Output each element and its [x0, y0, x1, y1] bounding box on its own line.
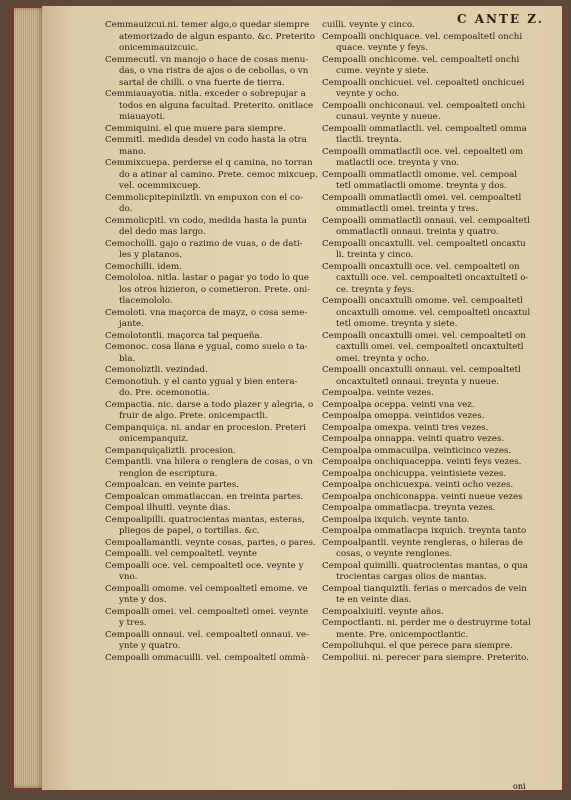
- entry-continuation: renglon de escriptura.: [119, 468, 218, 479]
- entry-continuation: miauayoti.: [119, 112, 166, 122]
- dictionary-entry: [322, 239, 562, 262]
- entry-headline: Cemmitl. medida desdel vn codo hasta la otra: [105, 135, 307, 145]
- entry-continuation: jante.: [119, 319, 144, 329]
- entry-continuation: li. treinta y cinco.: [336, 250, 414, 260]
- entry-continuation: los otros hizieron, o cometieron. Prete. oni-: [119, 284, 311, 295]
- dictionary-entry: [105, 538, 345, 550]
- dictionary-entry: [105, 331, 345, 343]
- dictionary-entry: [322, 538, 562, 561]
- entry-headline: Cempoalli oce. vel. cempoaltetl oce. veynte y: [105, 560, 304, 571]
- entry-headline: Cemmixcuepa. perderse el q camina, no torran: [105, 158, 313, 168]
- entry-continuation: ynte y dos.: [119, 595, 167, 605]
- dictionary-entry: [322, 423, 562, 435]
- entry-continuation: mano.: [119, 146, 146, 157]
- entry-headline: Cempoalpa ommatlacpa. treynta vezes.: [322, 503, 496, 513]
- dictionary-entry: [105, 607, 345, 630]
- entry-continuation: caxtulli omei. vel. cempoaltetl oncaxtultetl: [336, 342, 524, 352]
- entry-headline: Cempoal quimilli. quatrocientas mantas, o qua: [322, 560, 528, 571]
- entry-headline: Cemocholli. gajo o razimo de vuas, o de dati-: [105, 238, 303, 249]
- dictionary-entry: [105, 561, 345, 584]
- entry-continuation: tetl omome. treynta y siete.: [336, 319, 458, 329]
- entry-headline: Cempoalpa ixquich. veynte tanto.: [322, 514, 470, 525]
- dictionary-entry: [105, 653, 345, 665]
- entry-headline: Cempoalli omome. vel cempoaltetl emome. ve: [105, 583, 308, 594]
- entry-headline: Cemonotiuh. y el canto ygual y bien entera-: [105, 376, 298, 387]
- dictionary-entry: [105, 492, 345, 504]
- running-header: C ANTE Z.: [457, 12, 544, 26]
- entry-continuation: veynte y ocho.: [336, 89, 400, 99]
- entry-headline: Cempanquiçaliztli. procesion.: [105, 445, 236, 456]
- dictionary-entry: [322, 607, 562, 619]
- entry-headline: Cempoalpa onchiquaceppa. veinti feys vezes.: [322, 457, 522, 467]
- right-column: [322, 20, 562, 664]
- entry-headline: Cempoalpa omoppa. veintidos vezes.: [322, 411, 485, 421]
- entry-continuation: bla.: [119, 353, 136, 364]
- dictionary-entry: [322, 32, 562, 55]
- dictionary-entry: [322, 641, 562, 653]
- entry-continuation: matlactli oce. treynta y vno.: [336, 158, 460, 168]
- entry-headline: Cempoalli onnaui. vel. cempoaltetl onnaui. ve-: [105, 629, 310, 640]
- entry-headline: Cempoliuhqui. el que perece para siempre.: [322, 641, 513, 651]
- entry-continuation: do. Pre. ocemonotia.: [119, 388, 210, 398]
- dictionary-entry: [322, 365, 562, 388]
- entry-headline: Cempoctlanti. ni. perder me o destruyrme total: [322, 618, 531, 628]
- entry-continuation: tetl ommatlactli omome. treynta y dos.: [336, 181, 507, 191]
- entry-headline: Cempoalli. vel cempoaltetl. veynte: [105, 549, 258, 559]
- entry-headline: Cempoalli oncaxtulli oce. vel. cempoaltetl on: [322, 261, 520, 272]
- entry-headline: Cempoalpa omexpa. veinti tres vezes.: [322, 422, 489, 433]
- dictionary-entry: [105, 342, 345, 365]
- entry-headline: Cempoalli oncaxtulli omei. vel. cempoaltetl on: [322, 330, 526, 341]
- dictionary-entry: [322, 469, 562, 481]
- dictionary-entry: [322, 618, 562, 641]
- entry-continuation: do a atinar al camino. Prete. cemoc mixcuep.: [119, 169, 318, 180]
- entry-headline: Cempactia. nic. darse a todo plazer y alegria, o: [105, 399, 314, 410]
- dictionary-entry: [105, 515, 345, 538]
- entry-headline: Cempoal ilhuitl. veynte dias.: [105, 503, 231, 513]
- dictionary-entry: [322, 653, 562, 665]
- entry-headline: Cemololoa. nitla. lastar o pagar yo todo lo que: [105, 273, 309, 283]
- entry-continuation: fruir de algo. Prete. onicempactli.: [119, 411, 268, 421]
- dictionary-entry: [105, 273, 345, 308]
- entry-headline: Cempoalli ommatlactli onnaui. vel. cempoaltetl: [322, 215, 530, 226]
- dictionary-entry: [105, 480, 345, 492]
- dictionary-entry: [322, 296, 562, 331]
- entry-continuation: cunaui. veynte y nueue.: [336, 112, 441, 122]
- left-column: [105, 20, 345, 664]
- entry-headline: Cempoalpa ommatlacpa ixquich. treynta tanto: [322, 526, 527, 536]
- entry-headline: Cempoalcan ommatlaccan. en treinta partes.: [105, 491, 304, 502]
- dictionary-entry: [105, 193, 345, 216]
- entry-continuation: cosas, o veynte renglones.: [336, 549, 453, 559]
- dictionary-entry: [322, 20, 562, 32]
- entry-continuation: cume. veynte y siete.: [336, 66, 429, 76]
- entry-headline: Cemonoliztli. vezindad.: [105, 365, 208, 375]
- entry-headline: Cempanquiça. ni. andar en procesion. Preteri: [105, 422, 306, 433]
- entry-continuation: les y platanos.: [119, 250, 183, 260]
- entry-headline: Cempoalli omei. vel. cempoaltetl omei. veynte: [105, 606, 309, 617]
- dictionary-entry: [322, 331, 562, 366]
- dictionary-entry: [105, 262, 345, 274]
- entry-headline: Cempoalpa onchicuexpa. veinti ocho vezes.: [322, 480, 514, 490]
- dictionary-entry: [105, 457, 345, 480]
- entry-continuation: ynte y quatro.: [119, 641, 181, 651]
- entry-headline: Cempoalli ommatlactli omei. vel. cempoaltetl: [322, 192, 522, 203]
- dictionary-entry: [105, 124, 345, 136]
- page-edges: [14, 8, 44, 788]
- catchword: oni: [513, 782, 526, 791]
- dictionary-entry: [322, 503, 562, 515]
- entry-continuation: quace. veynte y feys.: [336, 43, 428, 53]
- dictionary-entry: [105, 55, 345, 90]
- dictionary-entry: [322, 446, 562, 458]
- entry-headline: Cempoalli onchiconaui. vel. cempoaltetl onchi: [322, 100, 525, 111]
- dictionary-entry: [322, 492, 562, 504]
- dictionary-entry: [322, 400, 562, 412]
- entry-continuation: vel. ocemmixcuep.: [119, 181, 201, 191]
- dictionary-entry: [322, 147, 562, 170]
- entry-continuation: omei. treynta y ocho.: [336, 353, 429, 364]
- dictionary-entry: [322, 526, 562, 538]
- dictionary-entry: [105, 20, 345, 55]
- dictionary-entry: [105, 239, 345, 262]
- entry-continuation: trocientas cargas olios de mantas.: [336, 572, 487, 582]
- entry-headline: Cempoalpa oceppa. veinti vna vez.: [322, 399, 475, 410]
- dictionary-entry: [105, 630, 345, 653]
- entry-headline: Cemonoc. cosa llana e ygual, como suelo o ta-: [105, 342, 308, 352]
- dictionary-entry: [105, 158, 345, 193]
- dictionary-entry: [322, 170, 562, 193]
- entry-headline: Cemmolicpitl. vn codo, medida hasta la punta: [105, 215, 307, 226]
- entry-headline: Cempoalli ommatlactli omome. vel. cempoal: [322, 169, 518, 180]
- dictionary-entry: [322, 262, 562, 297]
- dictionary-entry: [105, 400, 345, 423]
- entry-headline: Cempoalli onchicuei. vel. cepoaltetl onchicuei: [322, 77, 525, 88]
- entry-headline: Cempantli. vna hilera o renglera de cosas, o vn: [105, 457, 313, 467]
- entry-headline: Cemmiquini. el que muere para siempre.: [105, 123, 286, 134]
- entry-headline: Cempoalpa ommacuilpa. veinticinco vezes.: [322, 445, 512, 456]
- dictionary-entry: [322, 55, 562, 78]
- entry-headline: Cempoalpa onchiconappa. veinti nueue vezes: [322, 491, 523, 502]
- entry-headline: Cempoalli ommacuilli. vel. cempoaltetl ommà-: [105, 652, 309, 663]
- dictionary-entry: [105, 365, 345, 377]
- entry-headline: Cempoalli ommatlactli. vel. cempoaltetl omma: [322, 123, 527, 134]
- dictionary-entry: [105, 446, 345, 458]
- entry-headline: Cempoalpa onchicuppa. veintisiete vezes.: [322, 468, 507, 479]
- entry-continuation: das, o vna ristra de ajos o de cebollas, o vn: [119, 66, 309, 76]
- dictionary-entry: [322, 515, 562, 527]
- entry-continuation: onicemmauizcuic.: [119, 43, 199, 53]
- entry-headline: Cempoalcan. en veinte partes.: [105, 480, 239, 490]
- entry-continuation: onicempanquiz.: [119, 434, 189, 444]
- entry-headline: Cempoalpa. veinte vezes.: [322, 388, 434, 398]
- entry-continuation: del dedo mas largo.: [119, 227, 206, 237]
- dictionary-entry: [322, 584, 562, 607]
- entry-continuation: oncaxtulli omome. vel. cempoaltetl oncaxtul: [336, 307, 531, 318]
- dictionary-entry: [105, 503, 345, 515]
- entry-continuation: caxtulli oce. vel. cempoaltetl oncaxtultetl o-: [336, 273, 529, 283]
- entry-headline: Cempoalli oncaxtulli onnaui. vel. cempoaltetl: [322, 365, 521, 375]
- entry-headline: Cemmiauayotia. nitla. exceder o sobrepujar a: [105, 89, 306, 99]
- dictionary-entry: [105, 89, 345, 124]
- entry-headline: Cempoalxiuitl. veynte años.: [322, 606, 444, 617]
- entry-continuation: todos en alguna facultad. Preterito. onitlace: [119, 100, 314, 111]
- entry-headline: Cempoalipilli. quatrocientas mantas, esteras,: [105, 514, 305, 525]
- entry-headline: Cempoalpantli. veynte rengleras, o hileras de: [322, 537, 523, 548]
- dictionary-entry: [322, 561, 562, 584]
- dictionary-entry: [105, 135, 345, 158]
- entry-headline: Cempoliui. ni. perecer para siempre. Preterito.: [322, 652, 529, 663]
- entry-headline: Cempoalli oncaxtulli. vel. cempoaltetl oncaxtu: [322, 238, 526, 249]
- dictionary-entry: [322, 411, 562, 423]
- entry-continuation: ce. treynta y feys.: [336, 284, 415, 295]
- entry-headline: Cempoalli oncaxtulli omome. vel. cempoaltetl: [322, 296, 523, 306]
- entry-continuation: ommatlactli onnaui. treinta y quatro.: [336, 227, 499, 237]
- dictionary-entry: [322, 388, 562, 400]
- entry-headline: Cempoal tianquiztli. ferias o mercados de vein: [322, 583, 527, 594]
- dictionary-entry: [322, 101, 562, 124]
- dictionary-entry: [322, 480, 562, 492]
- dictionary-entry: [322, 216, 562, 239]
- entry-continuation: tlactli. treynta.: [336, 135, 402, 145]
- entry-headline: Cemochilli. idem.: [105, 261, 182, 272]
- dictionary-entry: [105, 216, 345, 239]
- entry-headline: Cempoalpa onnappa. veinti quatro vezes.: [322, 434, 505, 444]
- dictionary-entry: [322, 434, 562, 446]
- entry-continuation: te en veinte dias.: [336, 595, 412, 605]
- dictionary-entry: [105, 423, 345, 446]
- entry-headline: Cemmauizcui.ni. temer algo,o quedar siempre: [105, 20, 310, 30]
- entry-continuation: oncaxtultetl onnaui. treynta y nueue.: [336, 376, 500, 387]
- entry-headline: Cemmolicpitepinilztli. vn empuxon con el co-: [105, 192, 303, 203]
- entry-continuation: pliegos de papel, o tortillas. &c.: [119, 526, 260, 536]
- entry-continuation: tlacemololo.: [119, 296, 173, 306]
- dictionary-entry: [105, 377, 345, 400]
- entry-headline: Cempoalli ommatlactli oce. vel. cepoaltetl om: [322, 146, 524, 157]
- entry-headline: Cemolotontli. maçorca tal pequeña.: [105, 330, 263, 341]
- entry-headline: cuilli. veynte y cinco.: [322, 20, 415, 30]
- entry-continuation: atemorizado de algun espanto. &c. Preterito: [119, 31, 316, 42]
- entry-headline: Cempoallamantli. veynte cosas, partes, o pares.: [105, 537, 316, 548]
- book-page: [42, 6, 562, 790]
- dictionary-entry: [322, 124, 562, 147]
- dictionary-entry: [105, 549, 345, 561]
- dictionary-entry: [322, 457, 562, 469]
- entry-continuation: do.: [119, 204, 133, 214]
- dictionary-entry: [105, 308, 345, 331]
- entry-continuation: ommatlactli omei. treinta y tres.: [336, 204, 479, 214]
- dictionary-entry: [322, 193, 562, 216]
- entry-continuation: sartal de chilli. o vna fuerte de tierra.: [119, 77, 285, 88]
- entry-headline: Cemmecutl. vn manojo o hace de cosas menu-: [105, 54, 309, 65]
- entry-continuation: vno.: [119, 572, 138, 582]
- entry-continuation: y tres.: [119, 618, 147, 628]
- dictionary-entry: [322, 78, 562, 101]
- entry-headline: Cempoalli onchiquace. vel. cempoaltetl onchi: [322, 31, 523, 42]
- dictionary-entry: [105, 584, 345, 607]
- entry-headline: Cemoloti. vna maçorca de mayz, o cosa seme-: [105, 307, 308, 318]
- entry-headline: Cempoalli onchicome. vel. cempoaltetl onchi: [322, 54, 520, 65]
- entry-continuation: mente. Pre. onicempoctlantic.: [336, 629, 469, 640]
